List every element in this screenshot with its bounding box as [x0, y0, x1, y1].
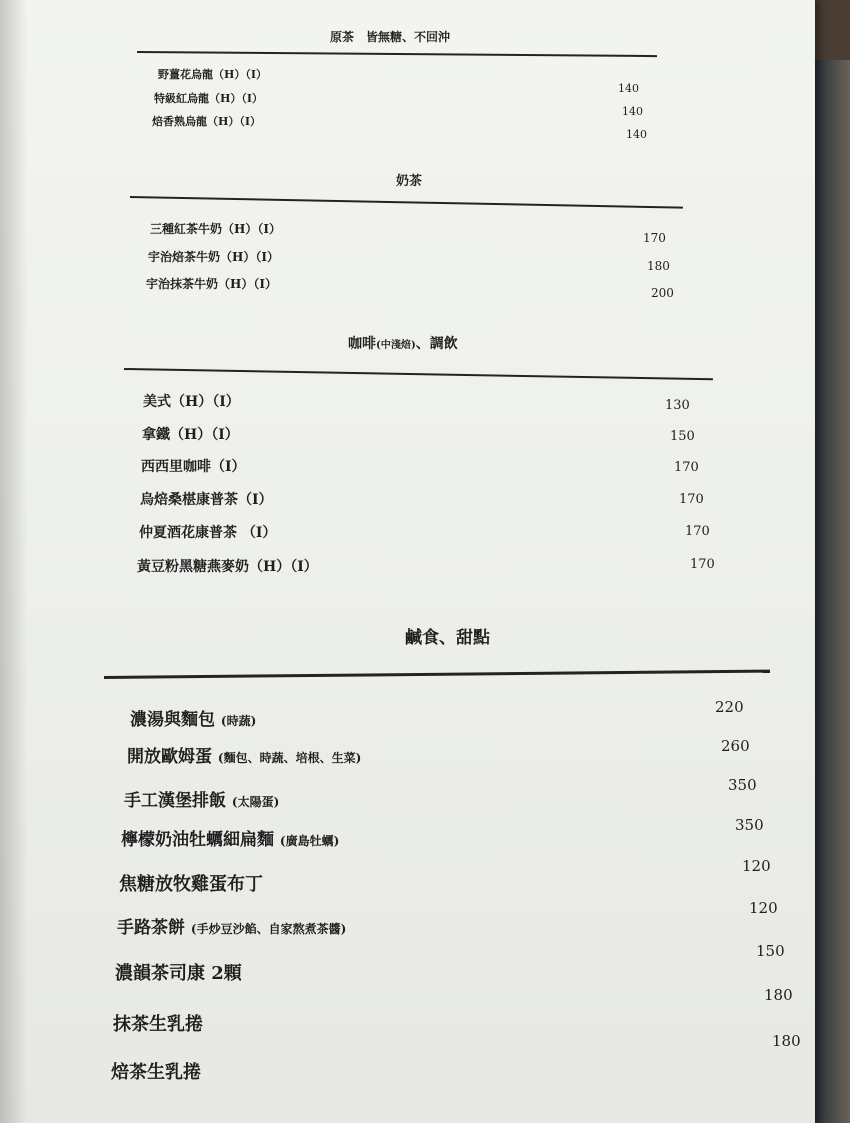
menu-item	[127, 742, 361, 767]
menu-item	[119, 870, 263, 896]
menu-item	[111, 1058, 201, 1084]
menu-item: 美式（H）（I）	[143, 394, 240, 410]
menu-price: 150	[756, 942, 785, 960]
menu-item-note: (太陽蛋)	[231, 795, 280, 809]
menu-item-name: 手工漢堡排飯	[124, 791, 226, 811]
menu-item: 焙香熟烏龍（H）（I）	[152, 115, 262, 128]
menu-price: 220	[715, 698, 744, 716]
section-title-coffee-note: (中淺焙)	[376, 340, 416, 351]
menu-price: 180	[764, 986, 793, 1004]
menu-price: 170	[685, 524, 710, 539]
menu-item-note: (廣島牡蠣)	[279, 834, 340, 848]
menu-item-note: (麵包、時蔬、培根、生菜)	[217, 751, 362, 765]
menu-price: 350	[728, 776, 757, 794]
menu-item-name: 開放歐姆蛋	[127, 747, 212, 767]
menu-item-note: (手炒豆沙餡、自家熬煮茶醬)	[190, 922, 347, 936]
menu-item-name: 抹茶生乳捲	[113, 1014, 203, 1035]
menu-price: 120	[749, 899, 778, 917]
menu-item	[124, 786, 279, 811]
menu-price: 180	[772, 1032, 801, 1050]
menu-item-name: 濃韻茶司康 2顆	[115, 963, 242, 984]
menu-item: 黃豆粉黑糖燕麥奶（H）（I）	[137, 559, 318, 575]
section-title-tea: 原茶 皆無糖、不回沖	[330, 30, 451, 44]
menu-item: 宇治焙茶牛奶（H）（I）	[148, 250, 279, 264]
menu-item-name: 焙茶生乳捲	[111, 1062, 201, 1083]
menu-price: 120	[742, 857, 771, 875]
menu-item	[113, 1010, 203, 1036]
section-title-milk-tea: 奶茶	[396, 174, 423, 189]
menu-price: 140	[618, 82, 639, 95]
menu-price: 170	[690, 557, 715, 572]
section-title-coffee	[348, 333, 458, 353]
menu-price: 150	[670, 429, 695, 444]
menu-item: 三種紅茶牛奶（H）（I）	[150, 222, 281, 236]
menu-item: 拿鐵（H）（I）	[142, 427, 239, 443]
menu-item: 烏焙桑椹康普茶（I）	[140, 492, 273, 508]
menu-item: 宇治抹茶牛奶（H）（I）	[146, 277, 277, 291]
menu-item	[130, 705, 256, 730]
menu-item: 西西里咖啡（I）	[141, 459, 246, 475]
menu-item-name: 手路茶餅	[117, 918, 185, 938]
menu-item-name: 檸檬奶油牡蠣細扁麵	[121, 830, 274, 850]
section-divider-food	[104, 670, 770, 679]
section-divider-coffee	[124, 368, 713, 380]
menu-item	[117, 913, 346, 938]
table-background	[810, 0, 850, 60]
menu-item: 野薑花烏龍（H）（I）	[158, 68, 268, 81]
menu-item	[121, 825, 339, 850]
menu-price: 140	[622, 105, 643, 118]
menu-price: 140	[626, 128, 647, 141]
menu-price: 170	[674, 460, 699, 475]
section-divider-milk-tea	[130, 196, 683, 209]
menu-item-name: 濃湯與麵包	[130, 710, 215, 730]
menu-item-note: (時蔬)	[220, 714, 257, 728]
menu-price: 170	[643, 231, 666, 245]
section-title-food: 鹹食、甜點	[405, 628, 490, 648]
menu-price: 130	[665, 398, 690, 413]
section-title-coffee-main: 咖啡	[348, 336, 376, 352]
menu-item: 特級紅烏龍（H）（I）	[154, 92, 264, 105]
menu-price: 200	[651, 286, 674, 300]
menu-item-name: 焦糖放牧雞蛋布丁	[119, 874, 263, 895]
menu-item	[115, 959, 242, 985]
menu-price: 260	[721, 737, 750, 755]
menu-item: 仲夏酒花康普茶 （I）	[139, 525, 277, 541]
menu-price: 180	[647, 259, 670, 273]
menu-price: 350	[735, 816, 764, 834]
section-divider-tea	[137, 51, 657, 57]
menu-price: 170	[679, 492, 704, 507]
section-title-coffee-tail: 、調飲	[415, 336, 458, 352]
